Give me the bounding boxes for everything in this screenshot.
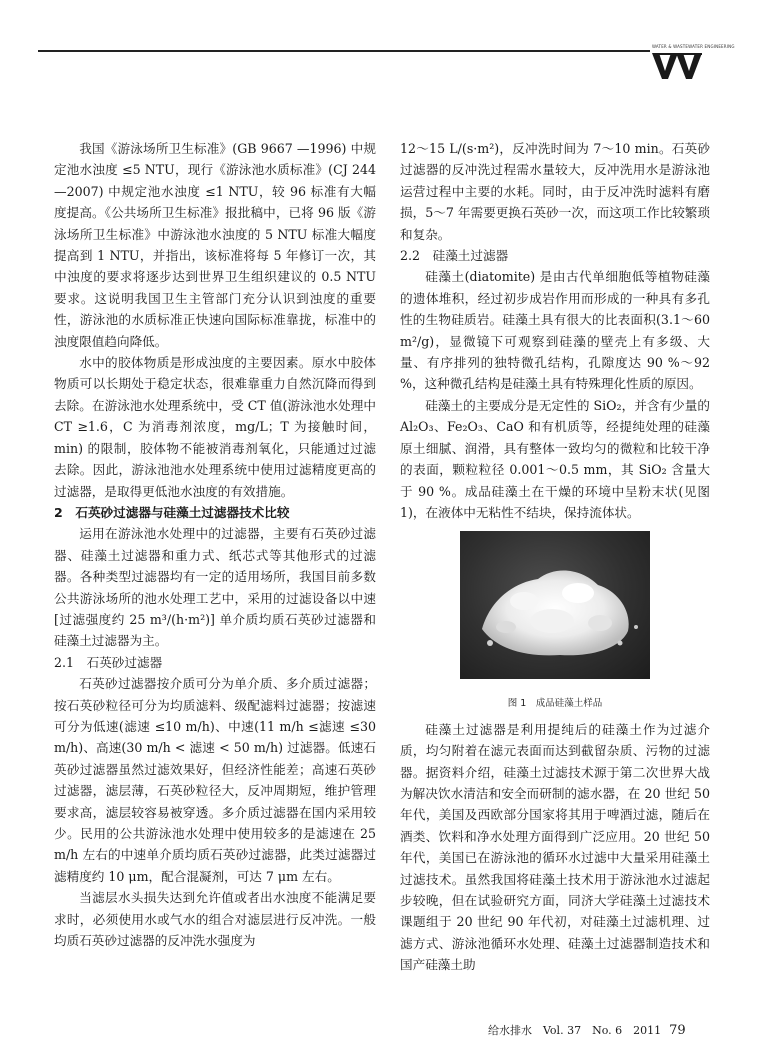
body-paragraph: 硅藻土的主要成分是无定性的 SiO₂，并含有少量的 Al₂O₃、Fe₂O₃、CaO 和有机质等，经提纯处理的硅藻原土细腻、润滑，具有整体一致均匀的微粒和比较干净的表面，颗粒粒径 0.001～0.5 mm，其 SiO₂ 含量大于 90 %。成品硅藻土在干燥的环境中呈粉末状(见图 1)，在液体中无粘性不结块，保持流体状。 [400, 397, 710, 520]
journal-info: 给水排水 Vol. 37 No. 6 2011 [488, 1024, 662, 1037]
figure-caption: 图 1 成品硅藻土样品 [507, 698, 603, 710]
subsection-heading: 2.1 石英砂过滤器 [54, 654, 163, 670]
page-number: 79 [669, 1023, 686, 1038]
body-paragraph: 石英砂过滤器按介质可分为单介质、多介质过滤器；按石英砂粒径可分为均质滤料、级配滤料过滤器；按滤速可分为低速(滤速 ≤10 m/h)、中速(11 m/h ≤滤速 ≤30 m/h)、高速(30 m/h < 滤速 < 50 m/h) 过滤器。低速石英砂过滤器虽然过滤效果好，但经济性能差；高速石英砂过滤器，滤层薄，石英砂粒径大，反冲周期短，维护管理要求高，滤层较容易被穿透。多介质过滤器在国内采用较少。民用的公共游泳池水处理中使用较多的是滤速在 25 m/h 左右的中速单介质均质石英砂过滤器，此类过滤器过滤精度约 10 μm，配合混凝剂，可达 7 μm 左右。 [54, 676, 376, 884]
ww-logo-icon [652, 53, 706, 79]
body-paragraph: 水中的胶体物质是形成浊度的主要因素。原水中胶体物质可以长期处于稳定状态，很难靠重力自然沉降而得到去除。在游泳池水处理系统中，受 CT 值(游泳池水处理中 CT ≥1.6，C 为消毒剂浓度，mg/L；T 为接触时间，min) 的限制，胶体物不能被消毒剂氧化，只能通过过滤去除。因此，游泳池池水处理系统中使用过滤精度更高的过滤器，是取得更低池水浊度的有效措施。 [54, 355, 376, 499]
body-paragraph: 当滤层水头损失达到允许值或者出水浊度不能满足要求时，必须使用水或气水的组合对滤层进行反冲洗。一般均质石英砂过滤器的反冲洗水强度为 [54, 890, 376, 949]
journal-logo [652, 44, 735, 82]
figure-diatomite-photo [460, 531, 650, 679]
body-paragraph: 硅藻土(diatomite) 是由古代单细胞低等植物硅藻的遗体堆积，经过初步成岩作用而形成的一种具有多孔性的生物硅质岩。硅藻土具有很大的比表面积(3.1～60 m²/g)，显微镜下可观察到硅藻的壁壳上有多级、大量、有序排列的独特微孔结构，孔隙度达 90 %～92 %，这种微孔结构是硅藻土具有特殊理化性质的原因。 [400, 269, 710, 392]
body-paragraph: 12～15 L/(s·m²)，反冲洗时间为 7～10 min。石英砂过滤器的反冲洗过程需水量较大，反冲洗用水是游泳池运营过程中主要的水耗。同时，由于反冲洗时滤料有磨损，5～7 年需要更换石英砂一次，而这项工作比较繁琐和复杂。 [400, 141, 710, 242]
body-paragraph: 运用在游泳池水处理中的过滤器，主要有石英砂过滤器、硅藻土过滤器和重力式、纸芯式等其他形式的过滤器。各种类型过滤器均有一定的适用场所，我国目前多数公共游泳场所的池水处理工艺中，采用的过滤设备以中速[过滤强度约 25 m³/(h·m²)] 单介质均质石英砂过滤器和硅藻土过滤器为主。 [54, 526, 376, 649]
section-heading: 2 石英砂过滤器与硅藻土过滤器技术比较 [54, 504, 290, 520]
logo-tagline: WATER & WASTEWATER ENGINEERING [652, 44, 735, 49]
body-paragraph: 硅藻土过滤器是利用提纯后的硅藻土作为过滤介质，均匀附着在滤元表面而达到截留杂质、污物的过滤器。据资料介绍，硅藻土过滤技术源于第二次世界大战为解决饮水清洁和安全而研制的滤水器，在 20 世纪 50 年代，美国及西欧部分国家将其用于啤酒过滤，随后在酒类、饮料和净水处理方面得到广泛应用。20 世纪 50 年代，美国已在游泳池的循环水过滤中大量采用硅藻土过滤技术。虽然我国将硅藻土技术用于游泳池水过滤起步较晚，但在试验研究方面，同济大学硅藻土过滤技术课题组于 20 世纪 90 年代初，对硅藻土过滤机理、过滤方式、游泳池循环水处理、硅藻土过滤器制造技术和国产硅藻土助 [400, 721, 710, 973]
body-paragraph: 我国《游泳场所卫生标准》(GB 9667 —1996) 中规定池水浊度 ≤5 NTU，现行《游泳池水质标准》(CJ 244 —2007) 中规定池水浊度 ≤1 NTU，较 96 标准有大幅度提高。《公共场所卫生标准》报批稿中，已将 96 版《游泳场所卫生标准》中游泳池水浊度的 5 NTU 标准大幅度提高到 1 NTU，并指出，该标准将每 5 年修订一次，其中浊度的要求将逐步达到世界卫生组织建议的 0.5 NTU 要求。这说明我国卫生主管部门充分认识到浊度的重要性，游泳池的水质标准正快速向国际标准靠拢，标准中的浊度限值趋向降低。 [54, 141, 376, 349]
left-column [54, 138, 376, 951]
subsection-heading: 2.2 硅藻土过滤器 [400, 248, 509, 264]
powder-pile-image [460, 531, 650, 679]
header-rule [38, 50, 650, 52]
page-footer [488, 1022, 686, 1038]
right-column [400, 138, 710, 976]
